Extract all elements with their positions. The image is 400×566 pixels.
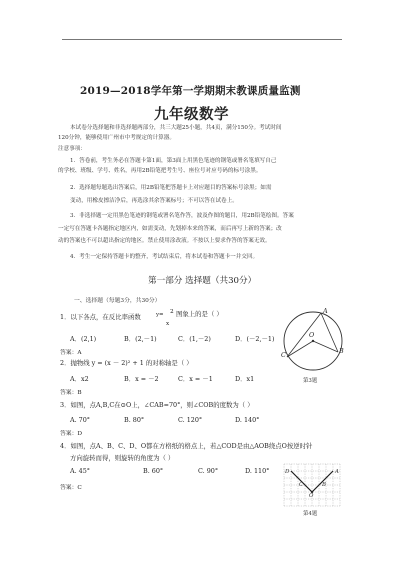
q2-option-d: D．x1: [235, 375, 255, 383]
q3-option-b: B. 80°: [124, 416, 145, 424]
q3-option-a: A. 70°: [70, 416, 91, 424]
q4-option-c: C. 90°: [198, 467, 219, 475]
q1-func-y: y=: [156, 312, 164, 318]
intro-line: 1．答卷前，考生务必在答题卡第1面，第3面上用黑色笔迹的钢笔或署名笔填写自己: [70, 158, 277, 164]
q1-option-c: C．(1,－2): [178, 335, 211, 343]
figure-3-circle-diagram: [275, 308, 355, 378]
q2-option-a: A．x2: [70, 375, 89, 383]
q1-option-a: A．(2,1): [70, 335, 97, 343]
intro-line: 3．非选择题一定用黑色笔迹的钢笔或署名笔作答，波及作图的题目，用2B铅笔绘图。答案: [70, 213, 294, 219]
q3-answer: 答案：D: [60, 431, 83, 437]
q2-stem: 2．抛物线 y = (x － 2)² + 1 的对称轴是（ ）: [60, 359, 193, 367]
intro-line: 120分钟，能够使用广州市中考规定的计算器。: [58, 135, 175, 141]
header-rule: [62, 39, 342, 40]
section-subtitle: 一、选择题（每题3分，共30分）: [74, 298, 161, 304]
intro-line: 的学校、班级、学号、姓名，再用2B铅笔把考生号、座位号对应号码的标号涂黑。: [58, 168, 262, 174]
q3-stem: 3．如图，点A,B,C在⊙O上，∠CAB=70°，则∠COB的度数为（ ）: [60, 401, 254, 409]
figure-4-grid-diagram: [282, 462, 342, 512]
q1-tail: 图象上的是（ ）: [176, 310, 223, 318]
q1-func-numerator: 2: [170, 309, 174, 315]
fig4-label-c: C: [299, 482, 304, 488]
q1-option-d: D．(－2,－1): [235, 335, 275, 343]
fig3-label-a: A: [323, 307, 328, 315]
intro-line: 本试卷分选择题和非选择题两部分，共三大题25小题，共4页，满分150分。考试时间: [70, 125, 282, 131]
q1-stem: 1．以下各点，在反比率函数: [60, 313, 141, 321]
fig4-label-b: B: [322, 482, 326, 488]
fig3-label-c: C: [281, 351, 286, 359]
intro-line: 2．选择题每题选出答案后，用2B铅笔把答题卡上对应题目的答案标号涂黑；如需: [70, 185, 272, 191]
fig4-label-a: A: [335, 469, 339, 475]
fig3-label-b: B: [339, 347, 344, 355]
q3-option-d: D. 140°: [235, 416, 260, 424]
q4-answer: 答案：C: [60, 485, 82, 491]
q4-stem-line-1: 4．如图，点A、B、C、D、O都在方格纸的格点上，若△COD是由△AOB绕点O按逆时针: [60, 442, 313, 450]
q4-option-b: B. 60°: [143, 467, 164, 475]
intro-line: 变动，用橡皮擦洁净后，再选涂其余答案标号；不可以答在试卷上。: [70, 198, 238, 204]
intro-line: 动的答案也不可以超出指定的地区。禁止使用涂改液。不按以上要求作答的答案无效。: [58, 238, 271, 244]
fig4-label-d: D: [285, 469, 290, 475]
fig4-label-o: O: [309, 493, 314, 499]
q1-option-b: B．(2,－1): [124, 335, 157, 343]
q2-answer: 答案：B: [60, 390, 82, 396]
q4-option-a: A. 45°: [70, 467, 91, 475]
q4-stem-line-2: 方向旋转而得，则旋转的角度为（ ）: [70, 454, 175, 462]
figure-4-caption: 第4题: [303, 511, 318, 517]
q4-option-d: D. 110°: [245, 467, 270, 475]
q2-option-b: B．x = －2: [124, 375, 159, 383]
exam-title: 2019—2018学年第一学期期末教课质量监测: [80, 85, 301, 97]
fig3-label-o: O: [309, 331, 315, 339]
subject-title: 九年级数学: [154, 106, 229, 123]
q3-option-c: C. 120°: [178, 416, 203, 424]
notes-heading: 注意事项：: [58, 146, 86, 152]
intro-line: 4．考生一定保持答题卡的整齐，考试结束后，将本试卷和答题卡一并交回。: [70, 254, 259, 260]
intro-line: 一定写在答题卡各题指定地区内，如需变动，先划掉本来的答案，而后再写上新的答案；改: [58, 226, 282, 232]
figure-3-caption: 第3题: [303, 378, 318, 384]
section-title: 第一部分 选择题（共30分）: [148, 276, 257, 286]
q1-answer: 答案：A: [60, 350, 82, 356]
q2-option-c: C．x = －1: [178, 375, 213, 383]
q1-func-denominator: x: [166, 321, 170, 327]
